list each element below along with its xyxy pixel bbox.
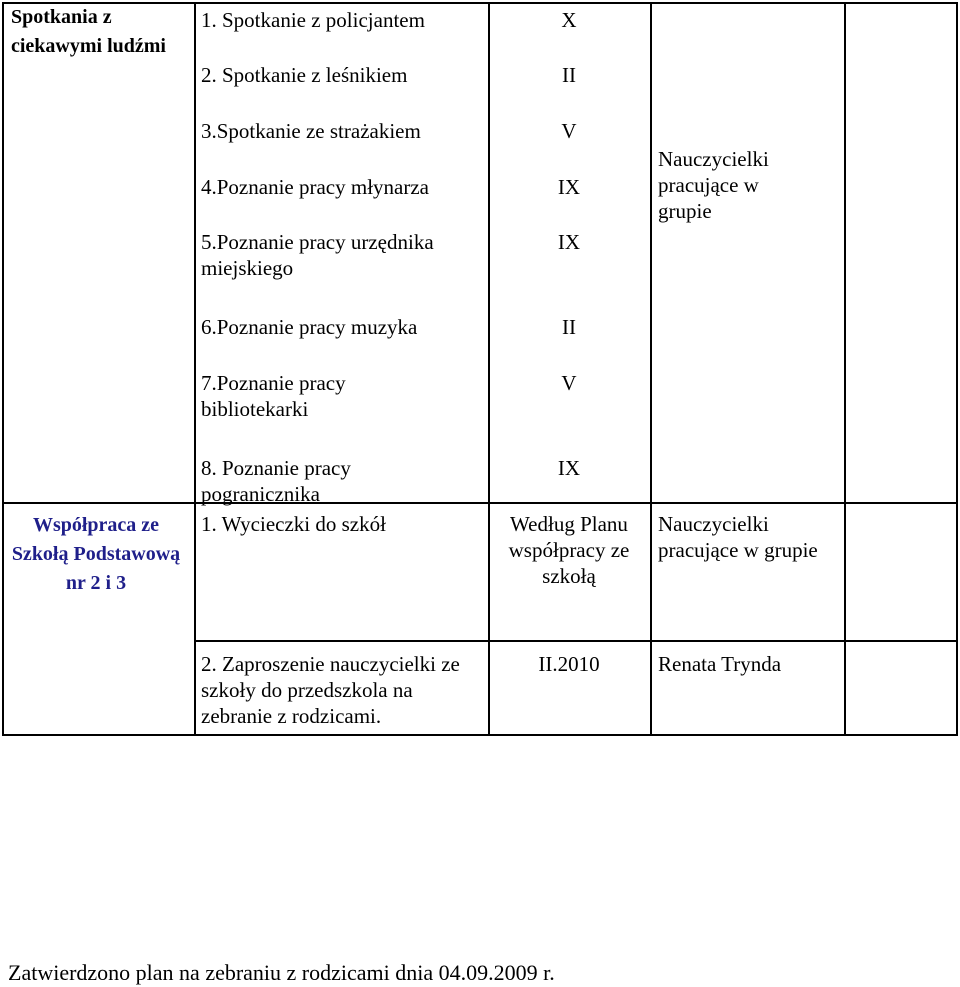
activity-item: 3.Spotkanie ze strażakiem (201, 119, 421, 143)
table-border-left (2, 2, 4, 736)
row-divider (194, 640, 958, 642)
activity-item: 2. Zaproszenie nauczycielki ze szkoły do przedszkola na zebranie z rodzicami. (201, 652, 460, 728)
activity-item: 7.Poznanie pracy bibliotekarki (201, 371, 346, 421)
activity-item: 1. Wycieczki do szkół (201, 512, 386, 536)
activity-item: 4.Poznanie pracy młynarza (201, 175, 429, 199)
activity-item: 8. Poznanie pracy pogranicznika (201, 456, 351, 506)
activity-item: 1. Spotkanie z policjantem (201, 8, 425, 32)
month-cell: X (561, 8, 577, 32)
month-cell: V (561, 371, 577, 395)
column-divider (488, 2, 490, 736)
activity-item: 5.Poznanie pracy urzędnika miejskiego (201, 230, 434, 280)
column-divider (844, 2, 846, 736)
responsible-cell: Nauczycielki pracujące w grupie (658, 512, 818, 562)
section-heading-text: Spotkania z ciekawymi ludźmi (11, 6, 166, 57)
row-divider (2, 502, 958, 504)
month-cell: IX (557, 175, 581, 199)
section-heading: Współpraca ze Szkołą Podstawową nr 2 i 3 (11, 514, 181, 594)
responsible-cell: Renata Trynda (658, 652, 782, 676)
activity-item: 6.Poznanie pracy muzyka (201, 315, 418, 339)
month-cell: IX (557, 456, 581, 480)
month-cell: II (562, 63, 576, 87)
section-heading (11, 3, 186, 61)
month-cell: II (562, 315, 576, 339)
month-cell: Według Planu współpracy ze szkołą (508, 512, 630, 588)
month-cell: V (561, 119, 577, 143)
activity-item: 2. Spotkanie z leśnikiem (201, 63, 408, 87)
column-divider (194, 2, 196, 736)
month-cell: II.2010 (538, 652, 600, 676)
approval-note: Zatwierdzono plan na zebraniu z rodzicami dnia 04.09.2009 r. (8, 960, 555, 985)
month-cell: IX (557, 230, 581, 254)
table-border-bottom (2, 734, 958, 736)
column-divider (650, 2, 652, 736)
plan-table (2, 2, 958, 736)
table-border-right (956, 2, 958, 736)
responsible-cell: Nauczycielki pracujące w grupie (658, 147, 769, 223)
